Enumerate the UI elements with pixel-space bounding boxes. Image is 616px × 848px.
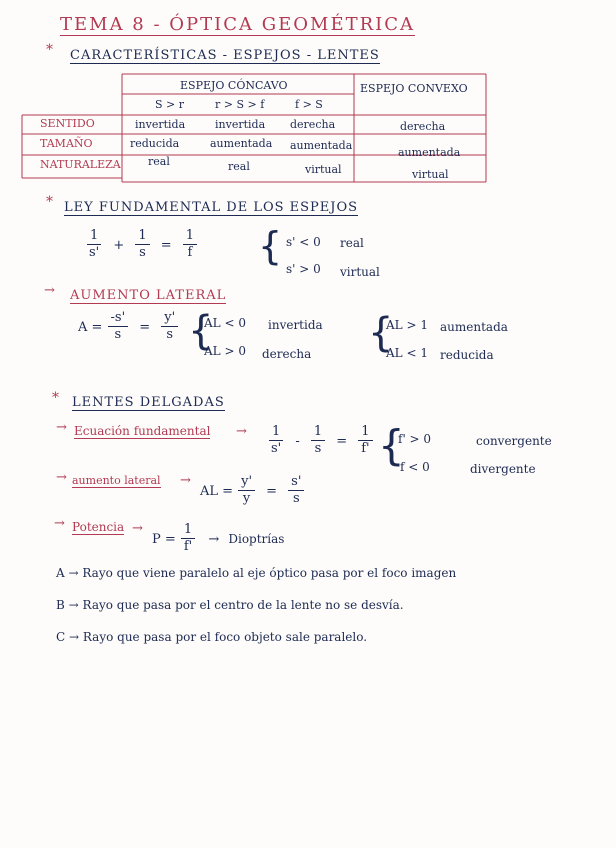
section-heading-caracteristicas: CARACTERÍSTICAS - ESPEJOS - LENTES	[70, 48, 380, 63]
lentes-formula: $\frac{1}{s'}$ - $\frac{1}{s}$ = $\frac{1}{f'}$	[268, 424, 373, 457]
label-ecuacion-fundamental: Ecuación fundamental	[74, 424, 211, 438]
table-cell: invertida	[135, 118, 186, 131]
table-cell: aumentada	[398, 146, 461, 159]
table-cell: invertida	[215, 118, 266, 131]
subcol-2: r > S > f	[215, 98, 265, 111]
curly-brace: {	[188, 308, 214, 354]
rayo-a: A → Rayo que viene paralelo al eje óptico pasa por el foco imagen	[56, 566, 457, 580]
ley-case-2-result: virtual	[340, 265, 380, 279]
page-title: TEMA 8 - ÓPTICA GEOMÉTRICA	[60, 14, 416, 35]
aumento-case-4: AL < 1	[386, 346, 428, 360]
label-aumento-lateral: aumento lateral	[72, 474, 161, 487]
aumento-case-1: AL < 0	[204, 316, 246, 330]
lentes-case-1-result: convergente	[476, 434, 552, 448]
row-label-tamano: TAMAÑO	[40, 137, 93, 150]
table-cell: aumentada	[290, 139, 353, 152]
col-header-convexo: ESPEJO CONVEXO	[360, 82, 468, 95]
potencia-formula: P = $\frac{1}{f'}$ → Dioptrías	[152, 522, 285, 554]
bullet-star: *	[52, 390, 59, 406]
arrow-icon: →	[44, 283, 55, 298]
section-heading-aumento: AUMENTO LATERAL	[70, 288, 227, 303]
subcol-3: f > S	[295, 98, 323, 111]
bullet-star: *	[46, 194, 53, 210]
curly-brace: {	[378, 421, 405, 470]
ley-case-2: s' > 0	[286, 262, 321, 276]
row-label-sentido: SENTIDO	[40, 117, 95, 130]
aumento-case-1-result: invertida	[268, 318, 323, 332]
ley-formula: $\frac{1}{s'}$ + $\frac{1}{s}$ = $\frac{1}{f}$	[86, 228, 197, 261]
table-cell: derecha	[400, 120, 446, 133]
arrow-icon: →	[180, 473, 191, 488]
ley-case-1-result: real	[340, 236, 364, 250]
aumento-formula: A = $\frac{-s'}{s}$ = $\frac{y'}{s}$	[78, 310, 178, 343]
rayo-b: B → Rayo que pasa por el centro de la lente no se desvía.	[56, 598, 404, 612]
arrow-icon: →	[132, 521, 143, 536]
arrow-icon: →	[56, 420, 67, 435]
table-cell: virtual	[305, 163, 342, 176]
aumento-case-4-result: reducida	[440, 348, 494, 362]
table-cell: derecha	[290, 118, 336, 131]
table-cell: virtual	[412, 168, 449, 181]
ley-case-1: s' < 0	[286, 235, 321, 249]
lentes-case-1: f' > 0	[398, 432, 432, 446]
col-header-concavo: ESPEJO CÓNCAVO	[180, 79, 288, 92]
lentes-case-2-result: divergente	[470, 462, 536, 476]
table-cell: reducida	[130, 137, 180, 150]
curly-brace: {	[258, 224, 283, 268]
table-cell: aumentada	[210, 137, 273, 150]
arrow-icon: →	[54, 516, 65, 531]
arrow-icon: →	[236, 424, 247, 439]
aumento-case-3: AL > 1	[386, 318, 428, 332]
table-cell: real	[228, 160, 250, 173]
lentes-aumento-formula: AL = $\frac{y'}{y}$ = $\frac{s'}{s}$	[200, 474, 304, 507]
arrow-icon: →	[56, 470, 67, 485]
table-cell: real	[148, 155, 170, 168]
curly-brace: {	[368, 310, 394, 356]
section-heading-ley: LEY FUNDAMENTAL DE LOS ESPEJOS	[64, 200, 359, 215]
label-potencia: Potencia	[72, 520, 125, 534]
lentes-case-2: f < 0	[400, 460, 430, 474]
aumento-case-2-result: derecha	[262, 347, 312, 361]
section-heading-lentes: LENTES DELGADAS	[72, 395, 225, 410]
aumento-case-3-result: aumentada	[440, 320, 508, 334]
rayo-c: C → Rayo que pasa por el foco objeto sale paralelo.	[56, 630, 368, 644]
subcol-1: S > r	[155, 98, 185, 111]
bullet-star: *	[46, 42, 53, 58]
aumento-case-2: AL > 0	[204, 344, 246, 358]
row-label-naturaleza: NATURALEZA	[40, 158, 121, 171]
